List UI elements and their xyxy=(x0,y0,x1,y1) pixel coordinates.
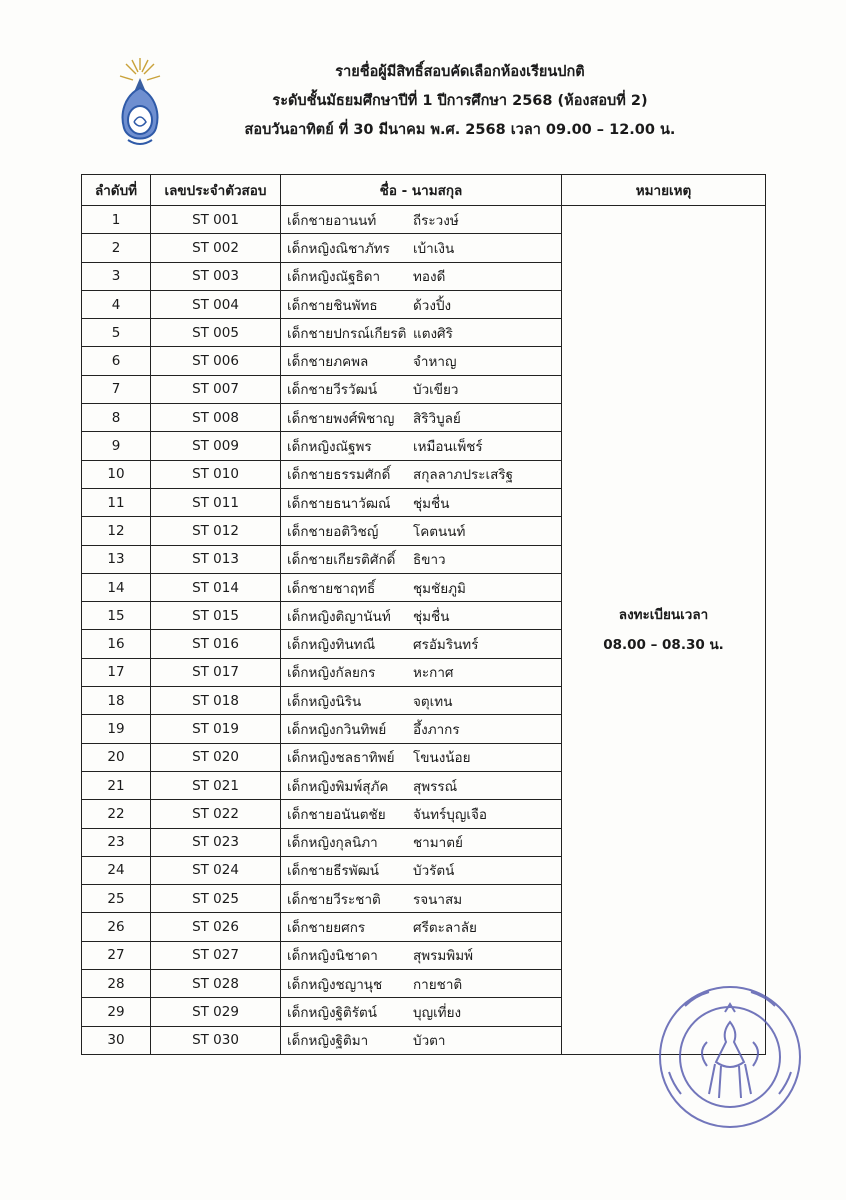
row-full-name xyxy=(281,319,562,347)
row-exam-id: ST 026 xyxy=(151,913,281,941)
row-full-name xyxy=(281,998,562,1026)
row-order-number: 27 xyxy=(82,941,151,969)
row-full-name xyxy=(281,856,562,884)
document-header xyxy=(180,58,740,145)
row-last-name: ธิขาว xyxy=(413,552,446,569)
row-exam-id: ST 001 xyxy=(151,206,281,234)
row-full-name xyxy=(281,290,562,318)
row-order-number: 13 xyxy=(82,545,151,573)
row-first-name: เด็กหญิงชลธาทิพย์ xyxy=(287,750,395,767)
row-full-name xyxy=(281,488,562,516)
row-exam-id: ST 007 xyxy=(151,375,281,403)
row-full-name xyxy=(281,630,562,658)
row-exam-id: ST 004 xyxy=(151,290,281,318)
row-full-name xyxy=(281,375,562,403)
row-full-name xyxy=(281,715,562,743)
row-first-name: เด็กชายชาฤทธิ์ xyxy=(287,580,376,597)
remark-registration-label: ลงทะเบียนเวลา xyxy=(618,606,709,623)
table-header-row xyxy=(82,175,766,206)
row-first-name: เด็กหญิงนิชาดา xyxy=(287,948,378,965)
row-order-number: 14 xyxy=(82,573,151,601)
row-exam-id: ST 023 xyxy=(151,828,281,856)
row-last-name: ทองดี xyxy=(413,269,446,286)
row-order-number: 3 xyxy=(82,262,151,290)
row-last-name: บัวรัตน์ xyxy=(413,863,455,880)
row-first-name: เด็กหญิงณัฐธิดา xyxy=(287,269,381,286)
row-first-name: เด็กหญิงณัฐพร xyxy=(287,439,372,456)
row-last-name: รจนาสม xyxy=(413,891,463,908)
row-exam-id: ST 030 xyxy=(151,1026,281,1054)
row-last-name: โขนงน้อย xyxy=(413,750,471,767)
row-first-name: เด็กชายอานนท์ xyxy=(287,212,377,229)
row-last-name: สิริวิบูลย์ xyxy=(413,410,461,427)
row-first-name: เด็กชายอนันตชัย xyxy=(287,806,386,823)
row-full-name xyxy=(281,545,562,573)
row-last-name: จันทร์บุญเจือ xyxy=(413,806,487,823)
row-last-name: กายชาติ xyxy=(413,976,463,993)
row-exam-id: ST 006 xyxy=(151,347,281,375)
row-first-name: เด็กชายธรรมศักดิ์ xyxy=(287,467,391,484)
table-row xyxy=(82,206,766,234)
row-exam-id: ST 002 xyxy=(151,234,281,262)
row-full-name xyxy=(281,347,562,375)
row-order-number: 26 xyxy=(82,913,151,941)
row-first-name: เด็กหญิงฐิติรัตน์ xyxy=(287,1004,378,1021)
row-last-name: สุพรรณ์ xyxy=(413,778,458,795)
row-first-name: เด็กชายเกียรติศักดิ์ xyxy=(287,552,396,569)
remark-cell xyxy=(562,206,766,1055)
row-exam-id: ST 029 xyxy=(151,998,281,1026)
row-exam-id: ST 003 xyxy=(151,262,281,290)
row-first-name: เด็กชายชินพัทธ xyxy=(287,297,378,314)
row-exam-id: ST 017 xyxy=(151,658,281,686)
row-first-name: เด็กหญิงชญานุช xyxy=(287,976,383,993)
row-full-name xyxy=(281,234,562,262)
remark-registration-time: 08.00 – 08.30 น. xyxy=(603,636,724,653)
row-last-name: ชุ่มชื่น xyxy=(413,495,450,512)
row-full-name xyxy=(281,743,562,771)
row-first-name: เด็กชายพงศ์พิชาญ xyxy=(287,410,395,427)
official-seal-stamp xyxy=(655,982,805,1132)
row-order-number: 5 xyxy=(82,319,151,347)
row-last-name: เบ้าเงิน xyxy=(413,240,455,257)
row-order-number: 1 xyxy=(82,206,151,234)
row-exam-id: ST 010 xyxy=(151,460,281,488)
row-order-number: 30 xyxy=(82,1026,151,1054)
row-last-name: โคตนนท์ xyxy=(413,523,466,540)
row-full-name xyxy=(281,517,562,545)
row-exam-id: ST 016 xyxy=(151,630,281,658)
school-logo xyxy=(116,56,164,152)
row-first-name: เด็กชายยศกร xyxy=(287,920,366,937)
row-last-name: หะกาศ xyxy=(413,665,454,682)
row-full-name xyxy=(281,1026,562,1054)
row-last-name: ชุ่มชื่น xyxy=(413,608,450,625)
row-order-number: 29 xyxy=(82,998,151,1026)
row-last-name: ถีระวงษ์ xyxy=(413,212,459,229)
row-first-name: เด็กหญิงพิมพ์สุภัค xyxy=(287,778,389,795)
row-exam-id: ST 025 xyxy=(151,885,281,913)
row-last-name: ชุมชัยภูมิ xyxy=(413,580,466,597)
row-last-name: บุญเที่ยง xyxy=(413,1004,462,1021)
row-exam-id: ST 011 xyxy=(151,488,281,516)
row-first-name: เด็กชายวีระชาติ xyxy=(287,891,381,908)
row-order-number: 10 xyxy=(82,460,151,488)
row-order-number: 25 xyxy=(82,885,151,913)
row-exam-id: ST 009 xyxy=(151,432,281,460)
row-order-number: 18 xyxy=(82,687,151,715)
header-subtitle: ระดับชั้นมัธยมศึกษาปีที่ 1 ปีการศึกษา 2568 (ห้องสอบที่ 2) xyxy=(272,93,648,109)
row-exam-id: ST 027 xyxy=(151,941,281,969)
row-exam-id: ST 024 xyxy=(151,856,281,884)
row-first-name: เด็กชายภคพล xyxy=(287,354,369,371)
row-exam-id: ST 028 xyxy=(151,970,281,998)
row-first-name: เด็กหญิงนิริน xyxy=(287,693,362,710)
row-last-name: สุพรมพิมพ์ xyxy=(413,948,473,965)
row-exam-id: ST 005 xyxy=(151,319,281,347)
row-exam-id: ST 013 xyxy=(151,545,281,573)
row-full-name xyxy=(281,970,562,998)
row-order-number: 9 xyxy=(82,432,151,460)
row-first-name: เด็กชายอติวิชญ์ xyxy=(287,523,379,540)
row-last-name: สกุลลาภประเสริฐ xyxy=(413,467,514,484)
row-full-name xyxy=(281,602,562,630)
row-full-name xyxy=(281,658,562,686)
row-last-name: จตุเทน xyxy=(413,693,453,710)
row-order-number: 17 xyxy=(82,658,151,686)
row-first-name: เด็กชายธนาวัฒณ์ xyxy=(287,495,391,512)
row-first-name: เด็กหญิงณิชาภัทร xyxy=(287,240,390,257)
row-full-name xyxy=(281,828,562,856)
row-order-number: 11 xyxy=(82,488,151,516)
row-order-number: 20 xyxy=(82,743,151,771)
column-header-remark: หมายเหตุ xyxy=(562,175,766,206)
row-order-number: 22 xyxy=(82,800,151,828)
row-full-name xyxy=(281,771,562,799)
row-full-name xyxy=(281,404,562,432)
row-order-number: 16 xyxy=(82,630,151,658)
row-last-name: ชามาตย์ xyxy=(413,835,463,852)
column-header-name: ชื่อ - นามสกุล xyxy=(281,175,562,206)
row-first-name: เด็กชายปกรณ์เกียรติ xyxy=(287,325,407,342)
row-first-name: เด็กหญิงติญานันท์ xyxy=(287,608,391,625)
row-full-name xyxy=(281,206,562,234)
row-first-name: เด็กชายธีรพัฒน์ xyxy=(287,863,380,880)
row-order-number: 2 xyxy=(82,234,151,262)
row-exam-id: ST 015 xyxy=(151,602,281,630)
row-last-name: เหมือนเพ็ชร์ xyxy=(413,439,483,456)
row-last-name: ศรีตะลาลัย xyxy=(413,920,477,937)
row-last-name: ด้วงปิ้ง xyxy=(413,297,452,314)
row-first-name: เด็กหญิงทินทณี xyxy=(287,637,376,654)
row-order-number: 7 xyxy=(82,375,151,403)
row-exam-id: ST 019 xyxy=(151,715,281,743)
row-order-number: 8 xyxy=(82,404,151,432)
row-last-name: บัวเขียว xyxy=(413,382,459,399)
row-order-number: 19 xyxy=(82,715,151,743)
row-last-name: อึ้งภากร xyxy=(413,721,460,738)
row-last-name: บัวตา xyxy=(413,1033,446,1050)
row-full-name xyxy=(281,913,562,941)
row-first-name: เด็กชายวีรวัฒน์ xyxy=(287,382,378,399)
row-full-name xyxy=(281,800,562,828)
row-order-number: 21 xyxy=(82,771,151,799)
row-order-number: 24 xyxy=(82,856,151,884)
row-first-name: เด็กหญิงกัลยกร xyxy=(287,665,376,682)
row-last-name: ศรอัมรินทร์ xyxy=(413,637,479,654)
row-full-name xyxy=(281,687,562,715)
row-full-name xyxy=(281,885,562,913)
row-full-name xyxy=(281,573,562,601)
row-first-name: เด็กหญิงฐิติมา xyxy=(287,1033,369,1050)
candidate-table xyxy=(81,174,766,1055)
row-full-name xyxy=(281,460,562,488)
row-order-number: 4 xyxy=(82,290,151,318)
column-header-order: ลำดับที่ xyxy=(82,175,151,206)
header-exam-date: สอบวันอาทิตย์ ที่ 30 มีนาคม พ.ศ. 2568 เวลา 09.00 – 12.00 น. xyxy=(244,122,676,138)
row-last-name: แตงศิริ xyxy=(413,325,453,342)
header-title: รายชื่อผู้มีสิทธิ์สอบคัดเลือกห้องเรียนปกติ xyxy=(335,64,585,80)
row-exam-id: ST 021 xyxy=(151,771,281,799)
row-exam-id: ST 020 xyxy=(151,743,281,771)
row-exam-id: ST 022 xyxy=(151,800,281,828)
row-exam-id: ST 014 xyxy=(151,573,281,601)
column-header-exam-id: เลขประจำตัวสอบ xyxy=(151,175,281,206)
row-full-name xyxy=(281,941,562,969)
row-order-number: 28 xyxy=(82,970,151,998)
row-full-name xyxy=(281,262,562,290)
row-first-name: เด็กหญิงกุลนิภา xyxy=(287,835,378,852)
row-exam-id: ST 018 xyxy=(151,687,281,715)
row-exam-id: ST 012 xyxy=(151,517,281,545)
row-order-number: 15 xyxy=(82,602,151,630)
row-first-name: เด็กหญิงกวินทิพย์ xyxy=(287,721,387,738)
row-last-name: จำหาญ xyxy=(413,354,457,371)
row-exam-id: ST 008 xyxy=(151,404,281,432)
row-order-number: 23 xyxy=(82,828,151,856)
row-order-number: 12 xyxy=(82,517,151,545)
row-full-name xyxy=(281,432,562,460)
row-order-number: 6 xyxy=(82,347,151,375)
